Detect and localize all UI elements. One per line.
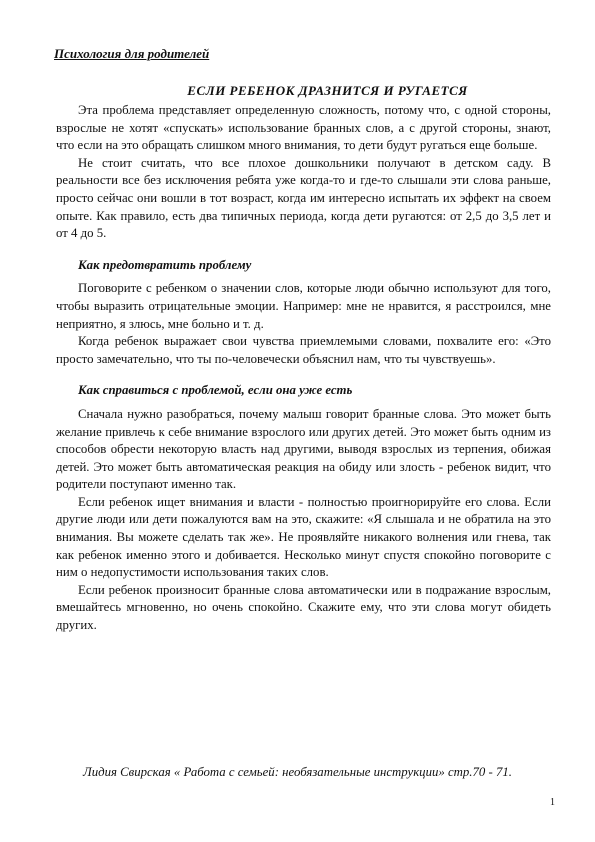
paragraph: Поговорите с ребенком о значении слов, которые люди обычно используют для того, чтобы выразить отрицательные эмоции. Например: мне не нравится, я расстроился, мне неприятно, я злюсь, мне больно и т. д. bbox=[56, 281, 551, 331]
section-heading: Как предотвратить проблему bbox=[78, 257, 252, 272]
paragraph: Если ребенок произносит бранные слова автоматически или в подражание взрослым, вмешайтесь мгновенно, но очень спокойно. Скажите ему, что эти слова могут обидеть других. bbox=[56, 582, 551, 633]
paragraph: Эта проблема представляет определенную сложность, потому что, с одной стороны, взрослые не хотят «спускать» использование бранных слов, а с другой стороны, знают, что если на это обращать слишком много внимания, то дети будут ругаться еще больше. bbox=[56, 103, 551, 153]
section-heading: Как справиться с проблемой, если она уже есть bbox=[78, 383, 353, 398]
paragraph: Если ребенок ищет внимания и власти - полностью проигнорируйте его слова. Если другие люди или дети пожалуются вам на это, скажите: «Я слышала и не обратила на это внимания. Вы можете сделать так же». Не проявляйте никакого волнения или гнева, так как ребенок именно этого и добивается. Несколько минут спустя спокойно поговорите с ним о недопустимости использования таких слов. bbox=[56, 494, 551, 580]
page-number: 1 bbox=[550, 797, 555, 808]
article-body bbox=[56, 102, 551, 635]
paragraph: Когда ребенок выражает свои чувства приемлемыми словами, похвалите его: «Это просто замечательно, что ты по-человечески объяснил нам, что ты чувствуешь». bbox=[56, 334, 551, 366]
paragraph: Не стоит считать, что все плохое дошкольники получают в детском саду. В реальности все без исключения ребята уже когда-то и где-то слышали эти слова раньше, просто сейчас они вошли в тот возраст, когда им интересно испытать их эффект на своем опыте. Как правило, есть два типичных периода, когда дети ругаются: от 2,5 до 3,5 лет и от 4 до 5. bbox=[56, 155, 551, 241]
source-citation: Лидия Свирская « Работа с семьей: необязательные инструкции» стр.70 - 71. bbox=[83, 765, 512, 779]
paragraph: Сначала нужно разобраться, почему малыш говорит бранные слова. Это может быть желание привлечь к себе внимание взрослого или других детей. Это может быть одним из способов обрести некоторую власть над другими, выводя взрослых из терпения, обижая детей. Это может быть автоматическая реакция на обиду или злость - ребенок видит, что родители поступают именно так. bbox=[56, 406, 551, 492]
page-title: ЕСЛИ РЕБЕНОК ДРАЗНИТСЯ И РУГАЕТСЯ bbox=[187, 83, 468, 98]
header: Психология для родителей bbox=[54, 46, 210, 61]
